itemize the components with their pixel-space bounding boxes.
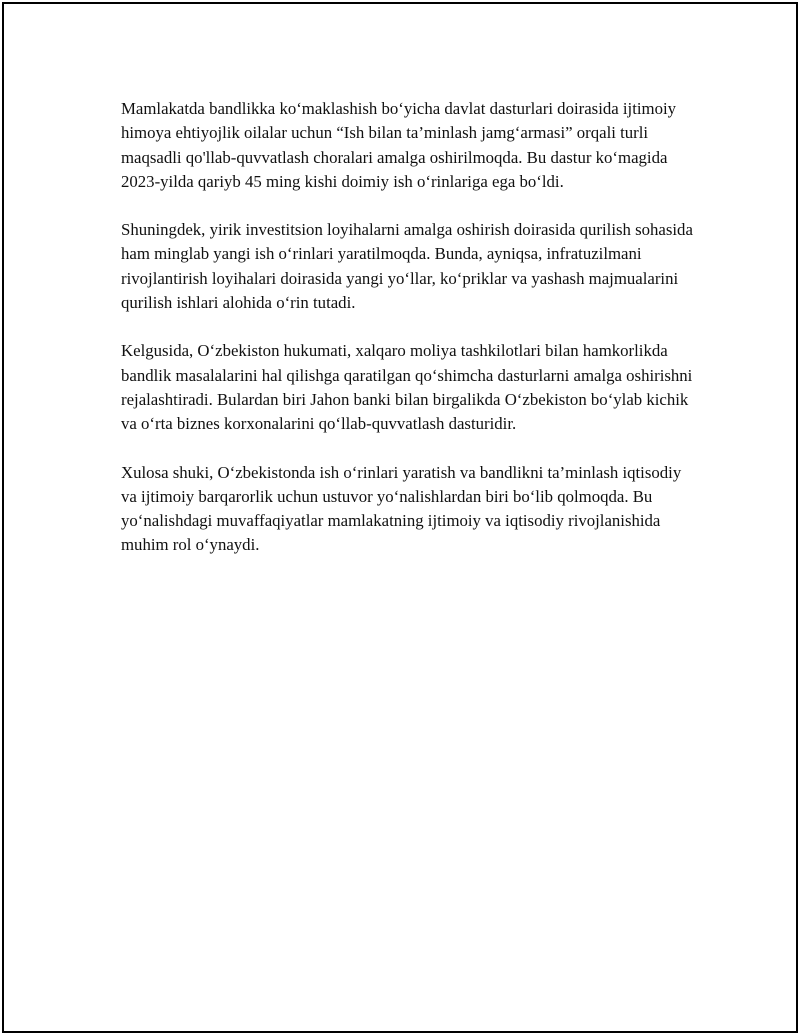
paragraph-conclusion: Xulosa shuki, O‘zbekistonda ish o‘rinlari yaratish va bandlikni ta’minlash iqtisodiy va ijtimoiy barqarorlik uchun ustuvor yo‘nalishlardan biri bo‘lib qolmoqda. Bu yo‘nalishdagi muvaffaqiyatlar mamlakatning ijtimoiy va iqtisodiy rivojlanishida muhim rol o‘ynaydi. [121,462,682,555]
paragraph-future-plans: Kelgusida, O‘zbekiston hukumati, xalqaro moliya tashkilotlari bilan hamkorlikda bandlik masalalarini hal qilishga qaratilgan qo‘shimcha dasturlarni amalga oshirishni rejalashtiradi. Bulardan biri Jahon banki bilan birgalikda O‘zbekiston bo‘ylab kichik va o‘rta biznes korxonalarini qo‘llab-quvvatlash dasturidir. [121,341,693,434]
paragraph-employment-programs: Mamlakatda bandlikka ko‘maklashish bo‘yicha davlat dasturlari doirasida ijtimoiy himoya ehtiyojlik oilalar uchun “Ish bilan ta’minlash jamg‘armasi” orqali turli maqsadli qo'llab-quvvatlash choralari amalga oshirilmoqda. Bu dastur ko‘magida 2023-yilda qariyb 45 ming kishi doimiy ish o‘rinlariga ega bo‘ldi. [121,99,677,191]
paragraph-construction-jobs: Shuningdek, yirik investitsion loyihalarni amalga oshirish doirasida qurilish sohasida ham minglab yangi ish o‘rinlari yaratilmoqda. Bunda, ayniqsa, infratuzilmani rivojlantirish loyihalari doirasida yangi yo‘llar, ko‘priklar va yashash majmualarini qurilish ishlari alohida o‘rin tutadi. [121,220,693,313]
document-body [121,97,697,582]
page-frame [2,2,798,1033]
